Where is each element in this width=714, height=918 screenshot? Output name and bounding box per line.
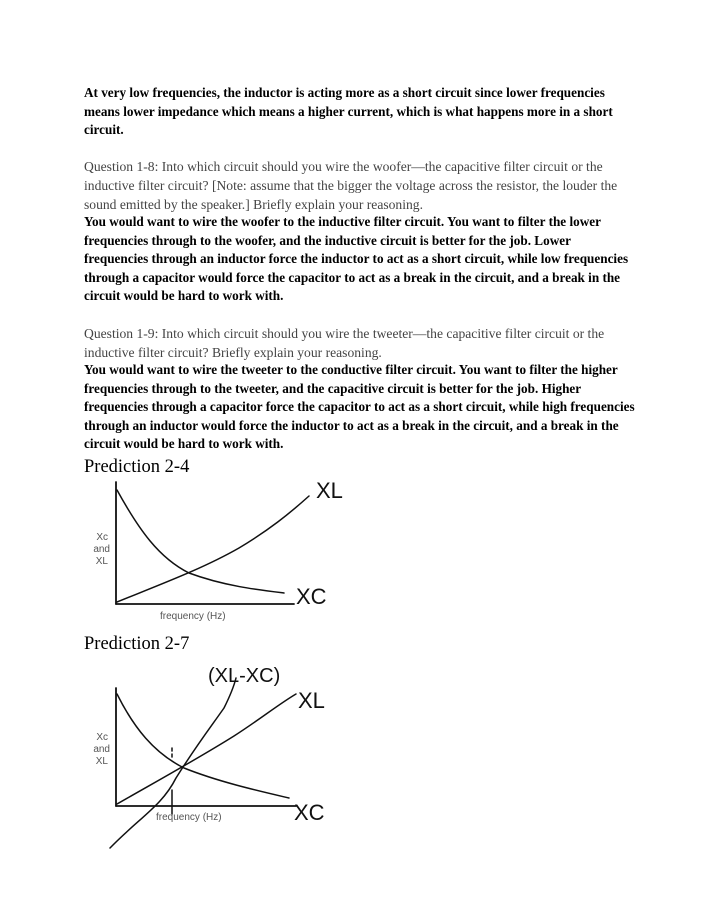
y-label-line-1: Xc bbox=[96, 532, 108, 543]
prediction-2-7-sketch bbox=[84, 658, 364, 858]
xc-curve bbox=[117, 694, 289, 798]
xl-curve bbox=[117, 694, 296, 804]
y-label-line-3: XL bbox=[95, 556, 108, 567]
prediction-2-4-sketch bbox=[84, 478, 364, 628]
y-label-line-2: and bbox=[93, 544, 110, 555]
x-axis-label: frequency (Hz) bbox=[156, 812, 222, 823]
prediction-2-7-heading: Prediction 2-7 bbox=[84, 634, 190, 654]
answer-1-8: You would want to wire the woofer to the inductive filter circuit. You want to filter the lower frequencies through to the woofer, and the inductive circuit is better for the job. Lower frequencies through an inductor force the inductor to act as a short circuit, while low frequencies through a capacitor would force the capacitor to act as a break in the circuit, and a break in the circuit would be hard to work with. bbox=[84, 214, 629, 304]
xc-label: XC bbox=[294, 800, 325, 825]
question-1-9: Question 1-9: Into which circuit should you wire the tweeter—the capacitive filter circuit or the inductive filter circuit? Briefly explain your reasoning. bbox=[84, 326, 605, 360]
xc-curve bbox=[117, 490, 284, 593]
xl-curve bbox=[117, 496, 309, 602]
y-label-line-2: and bbox=[93, 744, 110, 755]
prediction-2-4-heading: Prediction 2-4 bbox=[84, 457, 190, 477]
xl-label: XL bbox=[316, 478, 343, 503]
inductor-low-frequency-paragraph: At very low frequencies, the inductor is acting more as a short circuit since lower frequencies means lower impedance which means a higher current, which is what happens more in a short circuit. bbox=[84, 85, 613, 138]
x-axis-label: frequency (Hz) bbox=[160, 611, 226, 622]
question-1-8: Question 1-8: Into which circuit should you wire the woofer—the capacitive filter circuit or the inductive filter circuit? [Note: assume that the bigger the voltage across the resistor, the louder the sound emitted by the speaker.] Briefly explain your reasoning. bbox=[84, 159, 618, 212]
xl-minus-xc-label: (XL-XC) bbox=[208, 665, 281, 687]
y-label-line-3: XL bbox=[95, 756, 108, 767]
xc-label: XC bbox=[296, 584, 327, 609]
y-label-line-1: Xc bbox=[96, 732, 108, 743]
xl-label: XL bbox=[298, 688, 325, 713]
answer-1-9: You would want to wire the tweeter to the conductive filter circuit. You want to filter the higher frequencies through to the tweeter, and the capacitive circuit is better for the job. Higher frequencies through a capacitor force the capacitor to act as a short circuit, while high frequencies through an inductor would force the inductor to act as a break in the circuit, and a break in the circuit would be hard to work with. bbox=[84, 362, 635, 452]
